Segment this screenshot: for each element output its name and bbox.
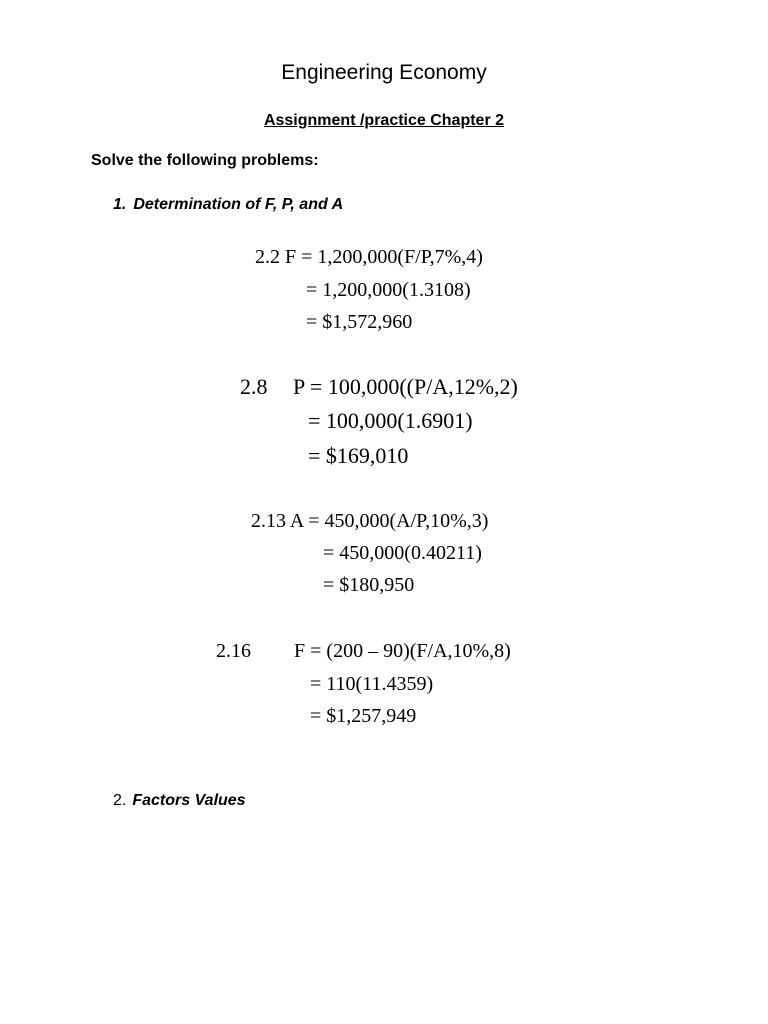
problem-2-16-line-1: F = (200 – 90)(F/A,10%,8): [294, 640, 511, 662]
section-one-number: 1.: [113, 196, 127, 213]
problem-2-2-line-1: 2.2 F = 1,200,000(F/P,7%,4): [255, 246, 483, 268]
problem-2-13-line-2: = 450,000(0.40211): [323, 542, 482, 564]
document-subtitle: [0, 108, 768, 134]
problem-2-16-number: 2.16: [216, 640, 251, 662]
problem-2-16-line-3: = $1,257,949: [310, 705, 417, 727]
problem-2-16-line-2: = 110(11.4359): [310, 673, 434, 695]
section-two-label: Factors Values: [132, 792, 246, 809]
section-one-heading: [113, 192, 343, 218]
document-title: Engineering Economy: [281, 61, 487, 84]
problem-2-8-line-1: P = 100,000((P/A,12%,2): [293, 374, 518, 399]
section-two-heading: [113, 788, 246, 814]
problem-2-8-line-2: = 100,000(1.6901): [308, 408, 473, 433]
section-two-number: 2.: [113, 792, 127, 809]
section-one-label: Determination of F, P, and A: [133, 196, 344, 213]
problem-2-13-line-1: 2.13 A = 450,000(A/P,10%,3): [251, 510, 489, 532]
problem-2-2-line-2: = 1,200,000(1.3108): [306, 279, 471, 301]
problem-2-2-line-3: = $1,572,960: [306, 311, 413, 333]
subtitle-text: Assignment /practice Chapter 2: [263, 112, 505, 129]
problem-2-8-line-3: = $169,010: [308, 443, 409, 468]
instruction-text: Solve the following problems:: [91, 152, 319, 169]
problem-2-13-line-3: = $180,950: [323, 574, 415, 596]
problem-2-8-number: 2.8: [240, 374, 268, 399]
